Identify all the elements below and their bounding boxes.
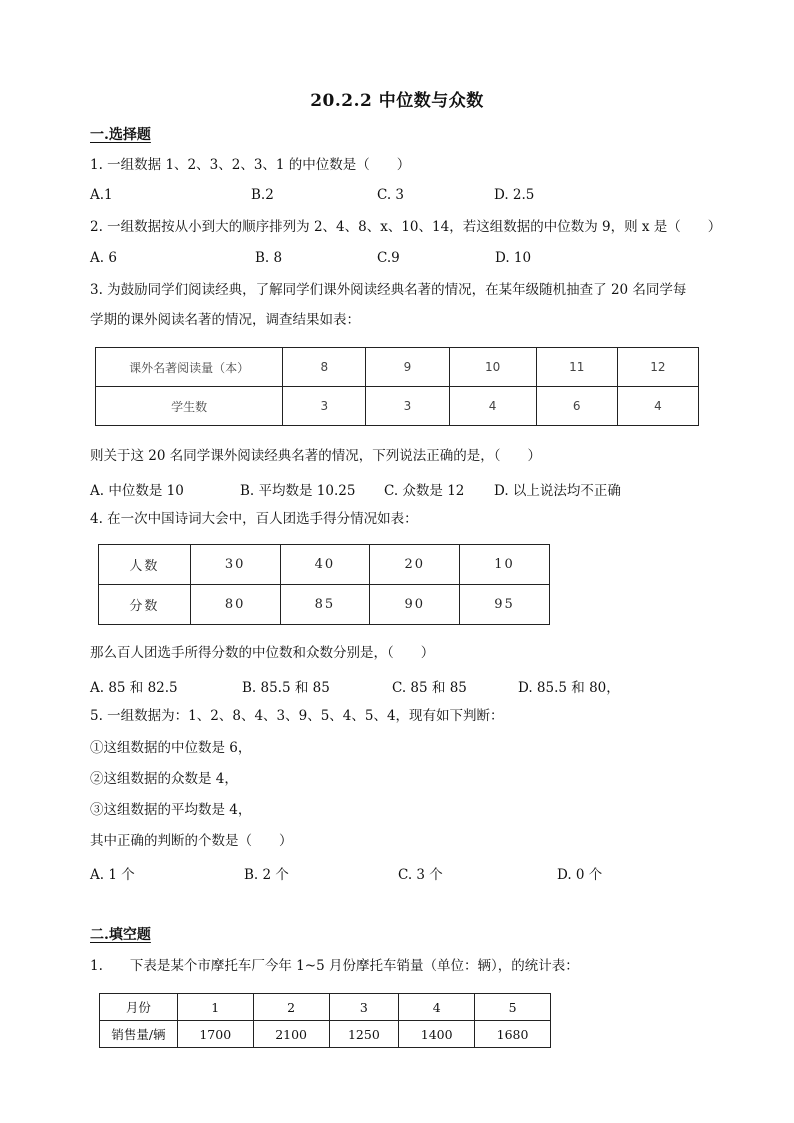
option-a: A. 85 和 82.5 — [90, 680, 178, 696]
option-a: A. 中位数是 10 — [90, 483, 184, 499]
table-cell: 2100 — [253, 1021, 329, 1048]
table-cell: 6 — [536, 387, 617, 426]
table-row — [99, 545, 550, 585]
table-row-header: 分数 — [99, 585, 191, 625]
option-b: B. 8 — [255, 250, 283, 266]
table-cell: 9 — [366, 348, 449, 387]
table-cell: 4 — [449, 387, 536, 426]
table-cell: 1 — [177, 994, 253, 1021]
page-title: 20.2.2 中位数与众数 — [310, 91, 484, 111]
table-cell: 4 — [399, 994, 475, 1021]
table-row — [96, 387, 699, 426]
option-c: C. 3 个 — [398, 867, 443, 883]
table-row-header: 课外名著阅读量（本） — [96, 348, 283, 387]
question-2-text: 2. 一组数据按从小到大的顺序排列为 2、4、8、x、10、14，若这组数据的中位数为 9，则 x 是（ ） — [90, 219, 722, 235]
table-row — [100, 1021, 551, 1048]
table-cell: 10 — [460, 545, 550, 585]
table-row — [100, 994, 551, 1021]
option-d: D. 以上说法均不正确 — [494, 483, 621, 499]
table-cell: 20 — [370, 545, 460, 585]
table-row-header: 学生数 — [96, 387, 283, 426]
question-3-text-line1: 3. 为鼓励同学们阅读经典，了解同学们课外阅读经典名著的情况，在某年级随机抽查了 20 名同学每 — [90, 282, 687, 298]
option-b: B. 平均数是 10.25 — [240, 483, 356, 499]
table-cell: 30 — [190, 545, 280, 585]
table-cell: 10 — [449, 348, 536, 387]
question-4-options — [90, 676, 730, 694]
table-cell: 5 — [475, 994, 551, 1021]
table-cell: 11 — [536, 348, 617, 387]
option-d: D. 2.5 — [494, 187, 535, 203]
table-row — [99, 585, 550, 625]
question-3-options — [90, 479, 730, 497]
table-cell: 1250 — [329, 1021, 399, 1048]
table-cell: 3 — [329, 994, 399, 1021]
option-d: D. 0 个 — [557, 867, 603, 883]
option-c: C. 3 — [377, 187, 405, 203]
table-cell: 2 — [253, 994, 329, 1021]
section-heading-fill: 二.填空题 — [90, 927, 151, 943]
table-row-header: 销售量/辆 — [100, 1021, 178, 1048]
table-cell: 8 — [283, 348, 366, 387]
question-3-question: 则关于这 20 名同学课外阅读经典名著的情况，下列说法正确的是，（ ） — [90, 448, 542, 464]
fill-1-text: 1. 下表是某个市摩托车厂今年 1~5 月份摩托车销量（单位：辆），的统计表： — [90, 958, 579, 974]
question-3-text-line2: 学期的课外阅读名著的情况，调查结果如表： — [90, 312, 360, 328]
question-5-question: 其中正确的判断的个数是（ ） — [90, 833, 293, 849]
table-row-header: 月份 — [100, 994, 178, 1021]
table-cell: 4 — [617, 387, 698, 426]
table-cell: 1700 — [177, 1021, 253, 1048]
reading-table — [95, 347, 699, 426]
question-1-options — [90, 187, 730, 205]
table-cell: 40 — [280, 545, 370, 585]
question-5-text: 5. 一组数据为：1、2、8、4、3、9、5、4、5、4，现有如下判断： — [90, 708, 504, 724]
option-a: A. 6 — [90, 250, 117, 266]
option-b: B.2 — [251, 187, 274, 203]
option-a: A.1 — [90, 187, 113, 203]
section-heading-choice: 一.选择题 — [90, 127, 151, 143]
option-b: B. 2 个 — [244, 867, 289, 883]
judgment-1: ①这组数据的中位数是 6， — [90, 740, 252, 756]
option-d: D. 85.5 和 80， — [518, 680, 620, 696]
option-a: A. 1 个 — [90, 867, 135, 883]
table-cell: 1680 — [475, 1021, 551, 1048]
option-c: C.9 — [377, 250, 400, 266]
option-c: C. 85 和 85 — [392, 680, 467, 696]
table-cell: 3 — [283, 387, 366, 426]
table-row-header: 人数 — [99, 545, 191, 585]
table-cell: 90 — [370, 585, 460, 625]
table-cell: 80 — [190, 585, 280, 625]
table-cell: 12 — [617, 348, 698, 387]
judgment-2: ②这组数据的众数是 4， — [90, 771, 238, 787]
table-cell: 95 — [460, 585, 550, 625]
table-row — [96, 348, 699, 387]
question-5-options — [90, 863, 730, 881]
question-4-question: 那么百人团选手所得分数的中位数和众数分别是，（ ） — [90, 645, 435, 661]
question-4-text: 4. 在一次中国诗词大会中，百人团选手得分情况如表： — [90, 511, 418, 527]
option-c: C. 众数是 12 — [384, 483, 465, 499]
question-1-text: 1. 一组数据 1、2、3、2、3、1 的中位数是（ ） — [90, 157, 411, 173]
table-cell: 1400 — [399, 1021, 475, 1048]
table-cell: 85 — [280, 585, 370, 625]
option-b: B. 85.5 和 85 — [242, 680, 330, 696]
question-2-options — [90, 250, 730, 268]
table-cell: 3 — [366, 387, 449, 426]
score-table — [98, 544, 550, 625]
option-d: D. 10 — [495, 250, 532, 266]
judgment-3: ③这组数据的平均数是 4， — [90, 802, 252, 818]
sales-table — [99, 993, 551, 1048]
